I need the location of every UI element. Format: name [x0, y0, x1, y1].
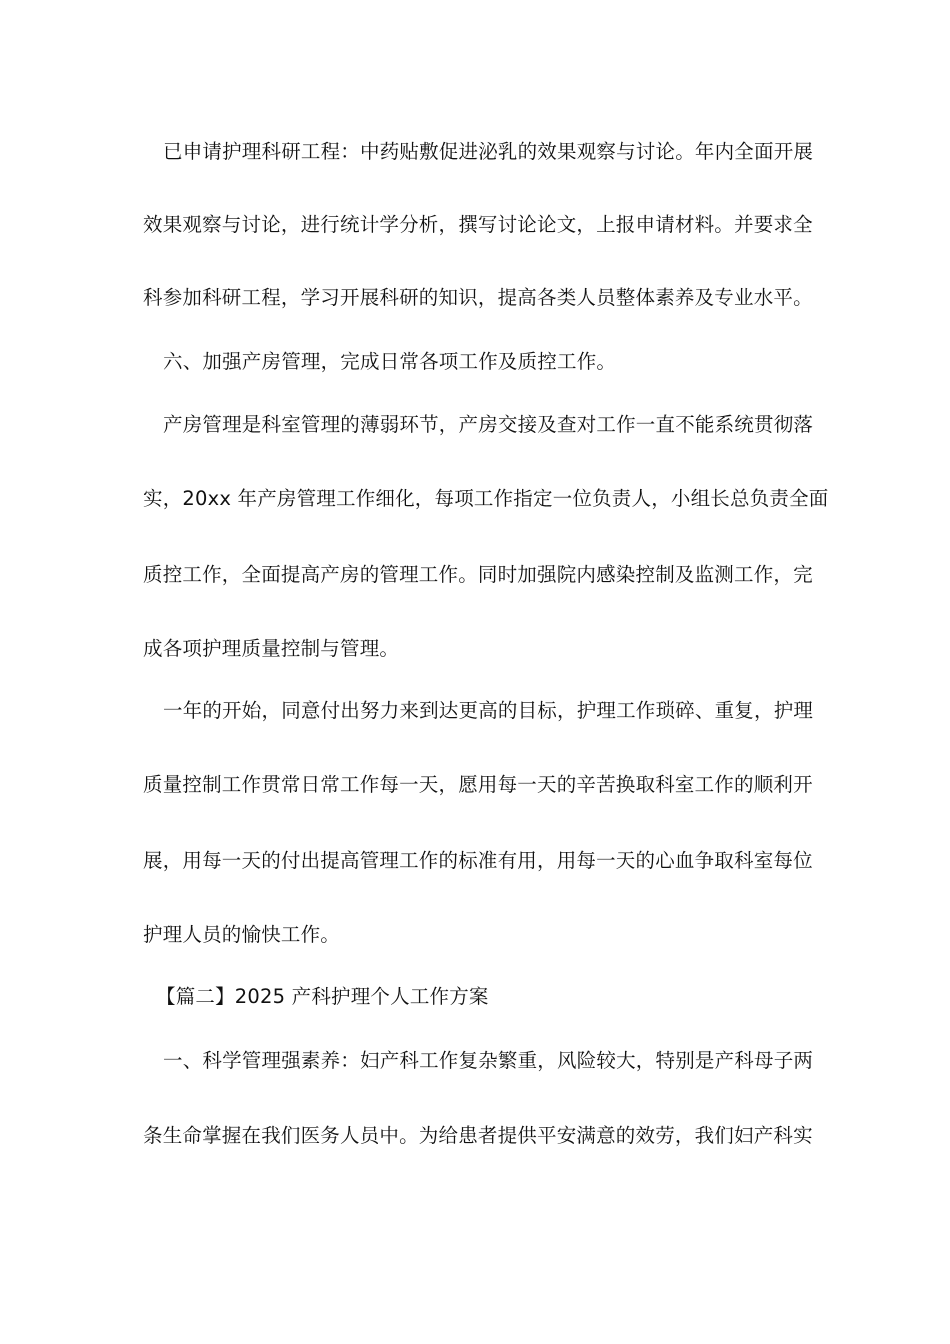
paragraph-line: 已申请护理科研工程：中药贴敷促进泌乳的效果观察与讨论。年内全面开展	[163, 140, 814, 163]
paragraph-line: 一年的开始，同意付出努力来到达更高的目标，护理工作琐碎、重复，护理	[163, 699, 814, 722]
chapter-heading: 【篇二】2025 产科护理个人工作方案	[156, 985, 489, 1008]
paragraph-line: 质量控制工作贯常日常工作每一天，愿用每一天的辛苦换取科室工作的顺利开	[143, 773, 813, 796]
paragraph-line: 一、科学管理强素养：妇产科工作复杂繁重，风险较大，特别是产科母子两	[163, 1049, 814, 1072]
paragraph-line: 实，20xx 年产房管理工作细化，每项工作指定一位负责人，小组长总负责全面	[143, 487, 829, 510]
section-heading: 六、加强产房管理，完成日常各项工作及质控工作。	[163, 350, 617, 373]
paragraph-line: 展，用每一天的付出提高管理工作的标准有用，用每一天的心血争取科室每位	[143, 849, 813, 872]
paragraph-line: 产房管理是科室管理的薄弱环节，产房交接及查对工作一直不能系统贯彻落	[163, 413, 814, 436]
paragraph-line: 效果观察与讨论，进行统计学分析，撰写讨论论文，上报申请材料。并要求全	[143, 213, 813, 236]
paragraph-line: 护理人员的愉快工作。	[143, 923, 341, 946]
paragraph-line: 条生命掌握在我们医务人员中。为给患者提供平安满意的效劳，我们妇产科实	[143, 1124, 813, 1147]
paragraph-line: 质控工作，全面提高产房的管理工作。同时加强院内感染控制及监测工作，完	[143, 563, 813, 586]
paragraph-line: 科参加科研工程，学习开展科研的知识，提高各类人员整体素养及专业水平。	[143, 286, 813, 309]
paragraph-line: 成各项护理质量控制与管理。	[143, 637, 400, 660]
